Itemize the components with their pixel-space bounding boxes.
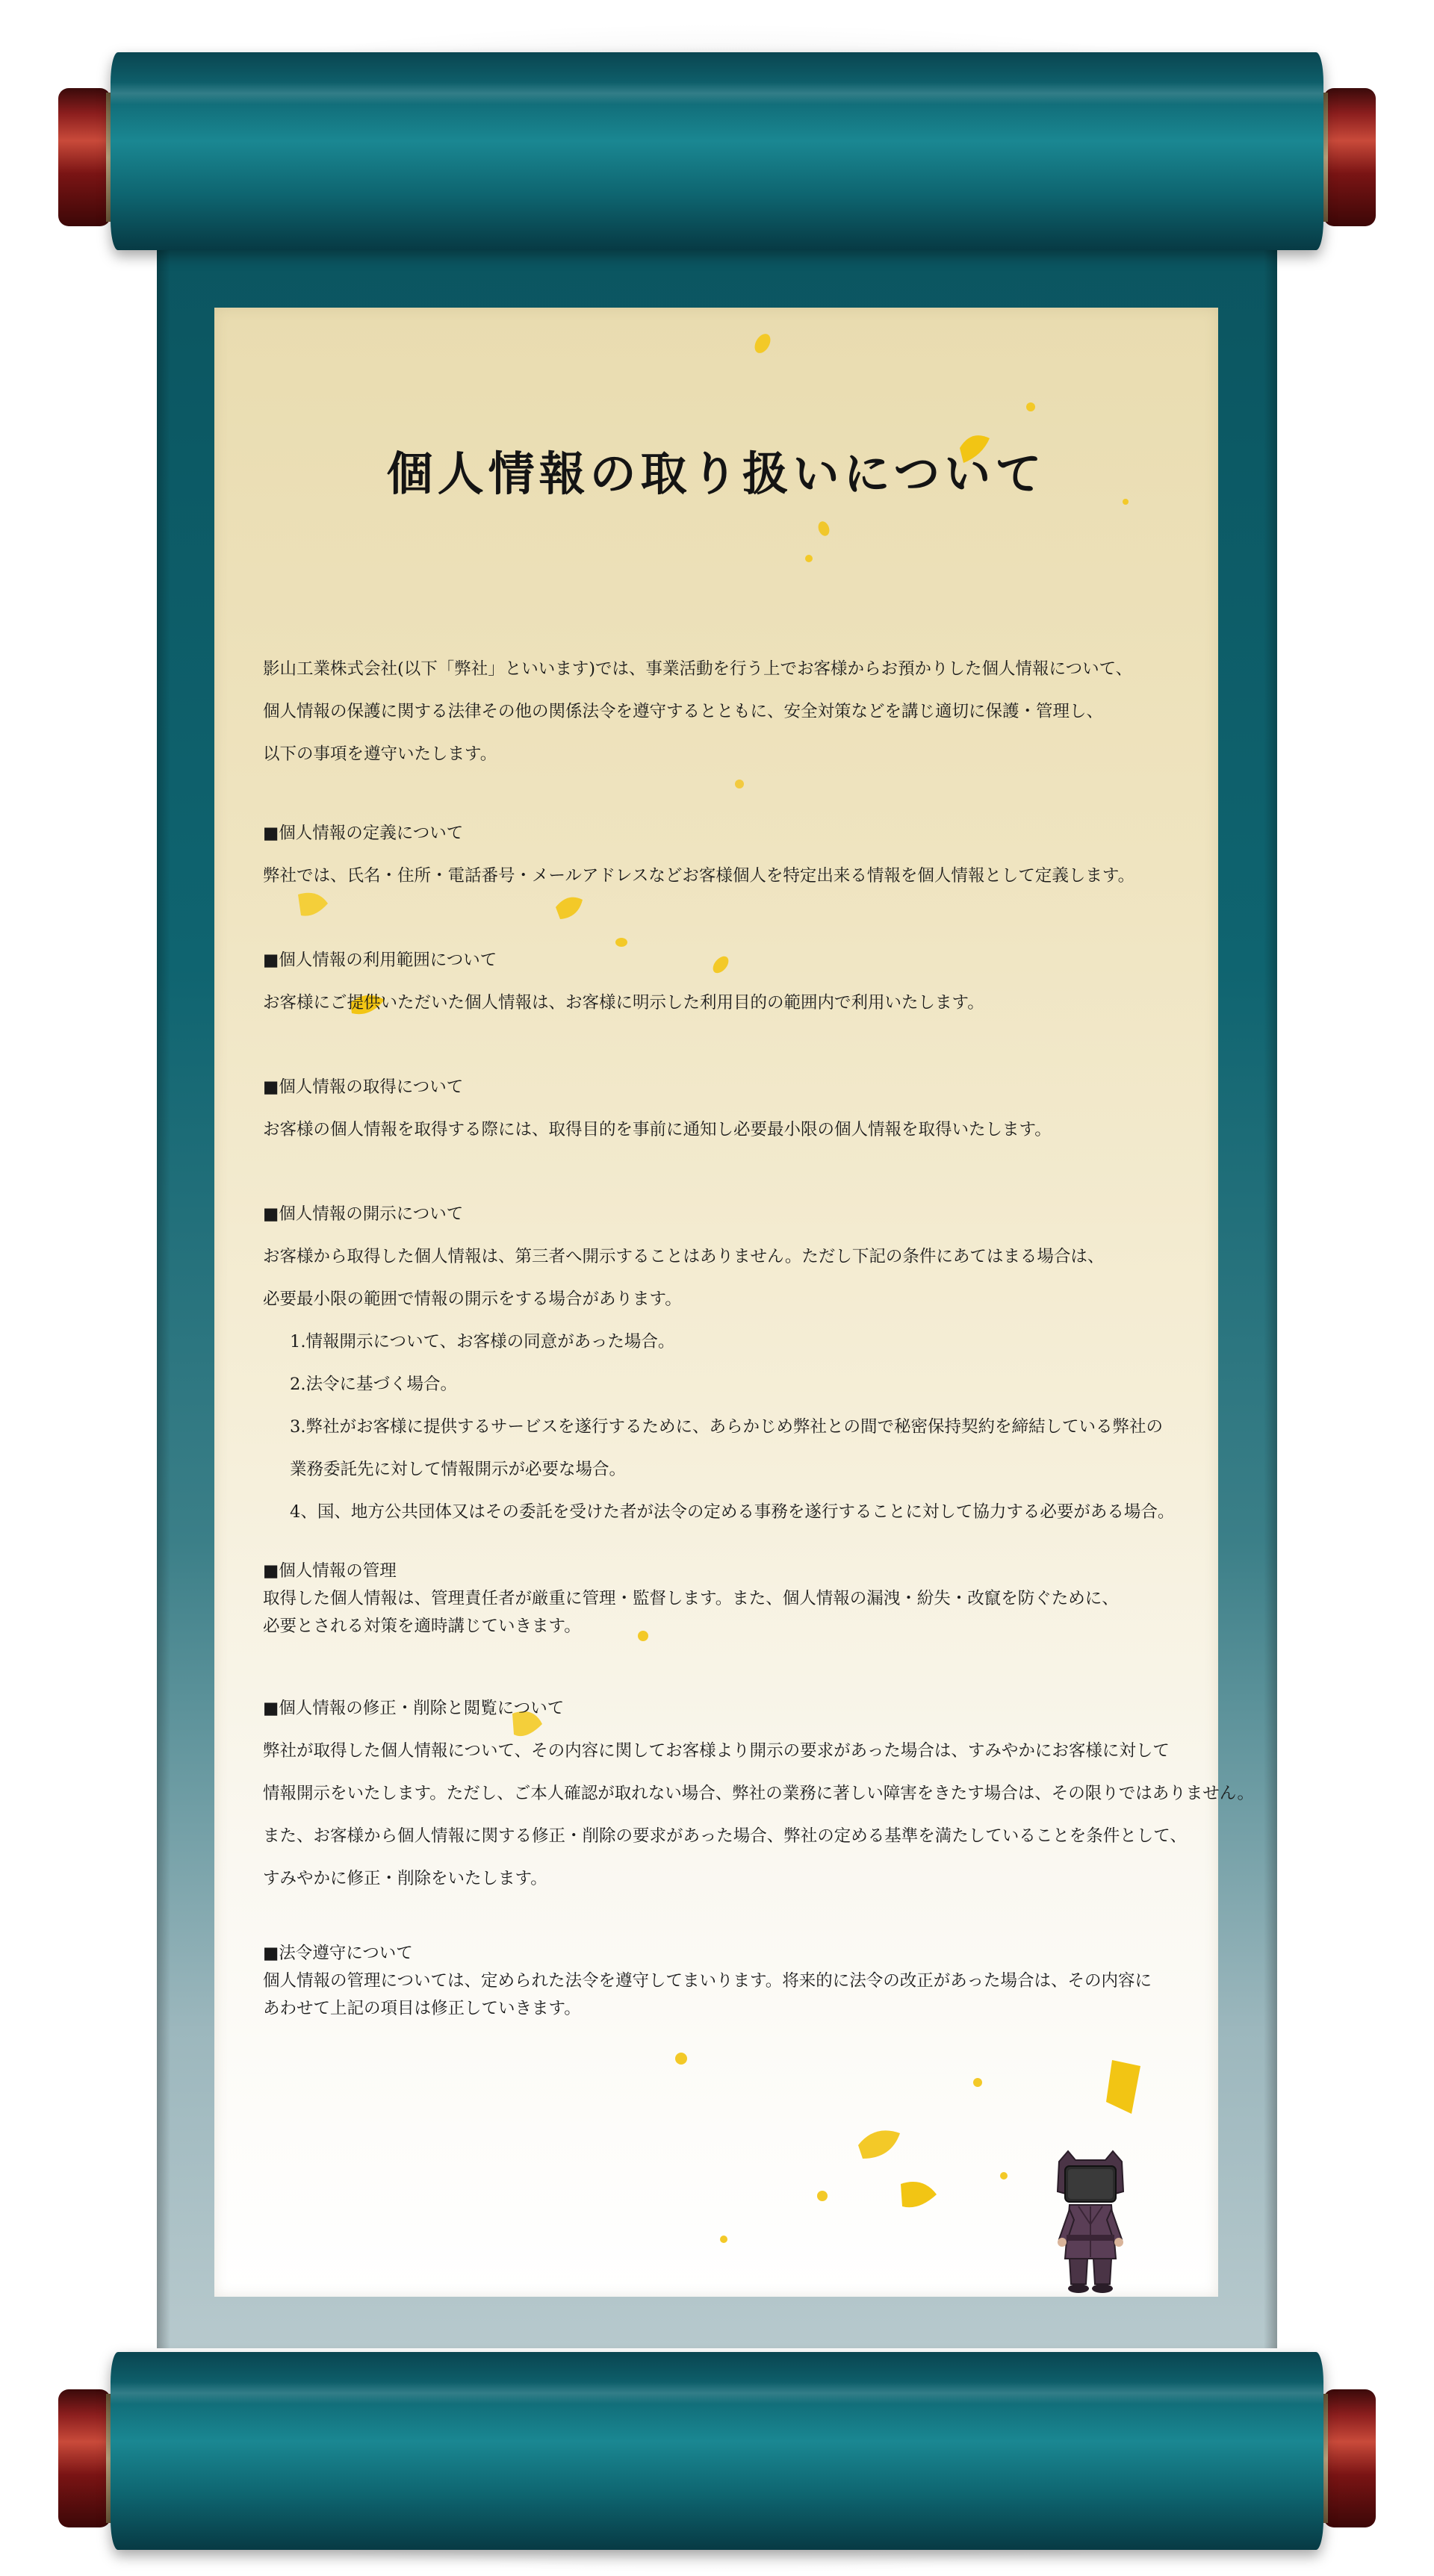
intro-line: 影山工業株式会社(以下「弊社」といいます)では、事業活動を行う上でお客様からお預かりした個人情報について、: [263, 659, 1133, 679]
top-roller-right-end: [1323, 88, 1376, 226]
disclosure-condition: 1.情報開示について、お客様の同意があった場合。: [290, 1332, 675, 1351]
section-text: また、お客様から個人情報に関する修正・削除の要求があった場合、弊社の定める基準を満たしていることを条件として、: [263, 1826, 1187, 1846]
gold-leaf-icon: [751, 329, 775, 358]
gold-leaf-icon: [997, 2169, 1011, 2183]
disclosure-condition: 業務委託先に対して情報開示が必要な場合。: [290, 1460, 627, 1479]
section-usage-scope: [263, 939, 1205, 1024]
section-management: [263, 1558, 1205, 1640]
intro-line: 個人情報の保護に関する法律その他の関係法令を遵守するとともに、安全対策などを講じ適切に保護・管理し、: [263, 702, 1104, 721]
section-heading: ■法令遵守について: [263, 1944, 413, 1963]
section-correction-deletion: [263, 1687, 1255, 1900]
section-text: 必要最小限の範囲で情報の開示をする場合があります。: [263, 1289, 682, 1309]
section-text: 情報開示をいたします。ただし、ご本人確認が取れない場合、弊社の業務に著しい障害をきたす場合は、その限りではありません。: [263, 1784, 1255, 1803]
disclosure-condition: 3.弊社がお客様に提供するサービスを遂行するために、あらかじめ弊社との間で秘密保持契約を締結している弊社の: [290, 1417, 1163, 1437]
gold-leaf-icon: [1023, 399, 1038, 414]
bottom-roller-right-end: [1323, 2389, 1376, 2527]
gold-leaf-icon: [896, 2177, 940, 2212]
disclosure-condition: 4、国、地方公共団体又はその委託を受けた者が法令の定める事務を遂行することに対して協力する必要がある場合。: [290, 1502, 1175, 1522]
section-text: お客様の個人情報を取得する際には、取得目的を事前に通知し必要最小限の個人情報を取得いたします。: [263, 1120, 1052, 1139]
gold-leaf-icon: [971, 2076, 984, 2089]
top-roller-left-end: [58, 88, 111, 226]
section-heading: ■個人情報の定義について: [263, 824, 464, 843]
section-heading: ■個人情報の取得について: [263, 1077, 464, 1097]
section-text: お客様にご提供いただいた個人情報は、お客様に明示した利用目的の範囲内で利用いたします。: [263, 993, 984, 1012]
section-heading: ■個人情報の修正・削除と閲覧について: [263, 1699, 565, 1718]
gold-leaf-icon: [855, 2124, 903, 2162]
section-text: 弊社では、氏名・住所・電話番号・メールアドレスなどお客様個人を特定出来る情報を個人情報として定義します。: [263, 866, 1135, 886]
bottom-roller: [111, 2352, 1323, 2550]
bottom-roller-left-end: [58, 2389, 111, 2527]
section-text: 個人情報の管理については、定められた法令を遵守してまいります。将来的に法令の改正があった場合は、その内容に: [263, 1971, 1152, 1991]
gold-leaf-icon: [717, 2233, 730, 2246]
section-text: お客様から取得した個人情報は、第三者へ開示することはありません。ただし下記の条件にあてはまる場合は、: [263, 1247, 1105, 1266]
gold-leaf-icon: [732, 777, 747, 791]
section-disclosure: [263, 1193, 1205, 1534]
section-text: 弊社が取得した個人情報について、その内容に関してお客様より開示の要求があった場合は、すみやかにお客様に対して: [263, 1741, 1170, 1761]
section-heading: ■個人情報の管理: [263, 1561, 397, 1581]
gold-leaf-icon: [814, 519, 834, 538]
section-text: すみやかに修正・削除をいたします。: [263, 1869, 547, 1888]
section-heading: ■個人情報の利用範囲について: [263, 951, 497, 970]
section-text: あわせて上記の項目は修正していきます。: [263, 1999, 581, 2018]
section-compliance: [263, 1940, 1205, 2023]
gold-leaf-icon: [1102, 2057, 1143, 2117]
ninja-mascot-icon: [1046, 2147, 1135, 2296]
section-text: 取得した個人情報は、管理責任者が厳重に管理・監督します。また、個人情報の漏洩・紛失・改竄を防ぐために、: [263, 1589, 1119, 1608]
disclosure-condition: 2.法令に基づく場合。: [290, 1375, 457, 1394]
intro-paragraph: [263, 648, 1205, 776]
section-heading: ■個人情報の開示について: [263, 1204, 464, 1224]
page-title: 個人情報の取り扱いについて: [386, 447, 1046, 501]
gold-leaf-icon: [672, 2050, 690, 2068]
gold-leaf-icon: [803, 553, 815, 564]
section-acquisition: [263, 1066, 1205, 1151]
section-text: 必要とされる対策を適時講じていきます。: [263, 1617, 581, 1636]
section-definition: [263, 812, 1205, 897]
gold-leaf-icon: [814, 2188, 831, 2204]
top-roller: [111, 52, 1323, 250]
intro-line: 以下の事項を遵守いたします。: [263, 744, 497, 764]
